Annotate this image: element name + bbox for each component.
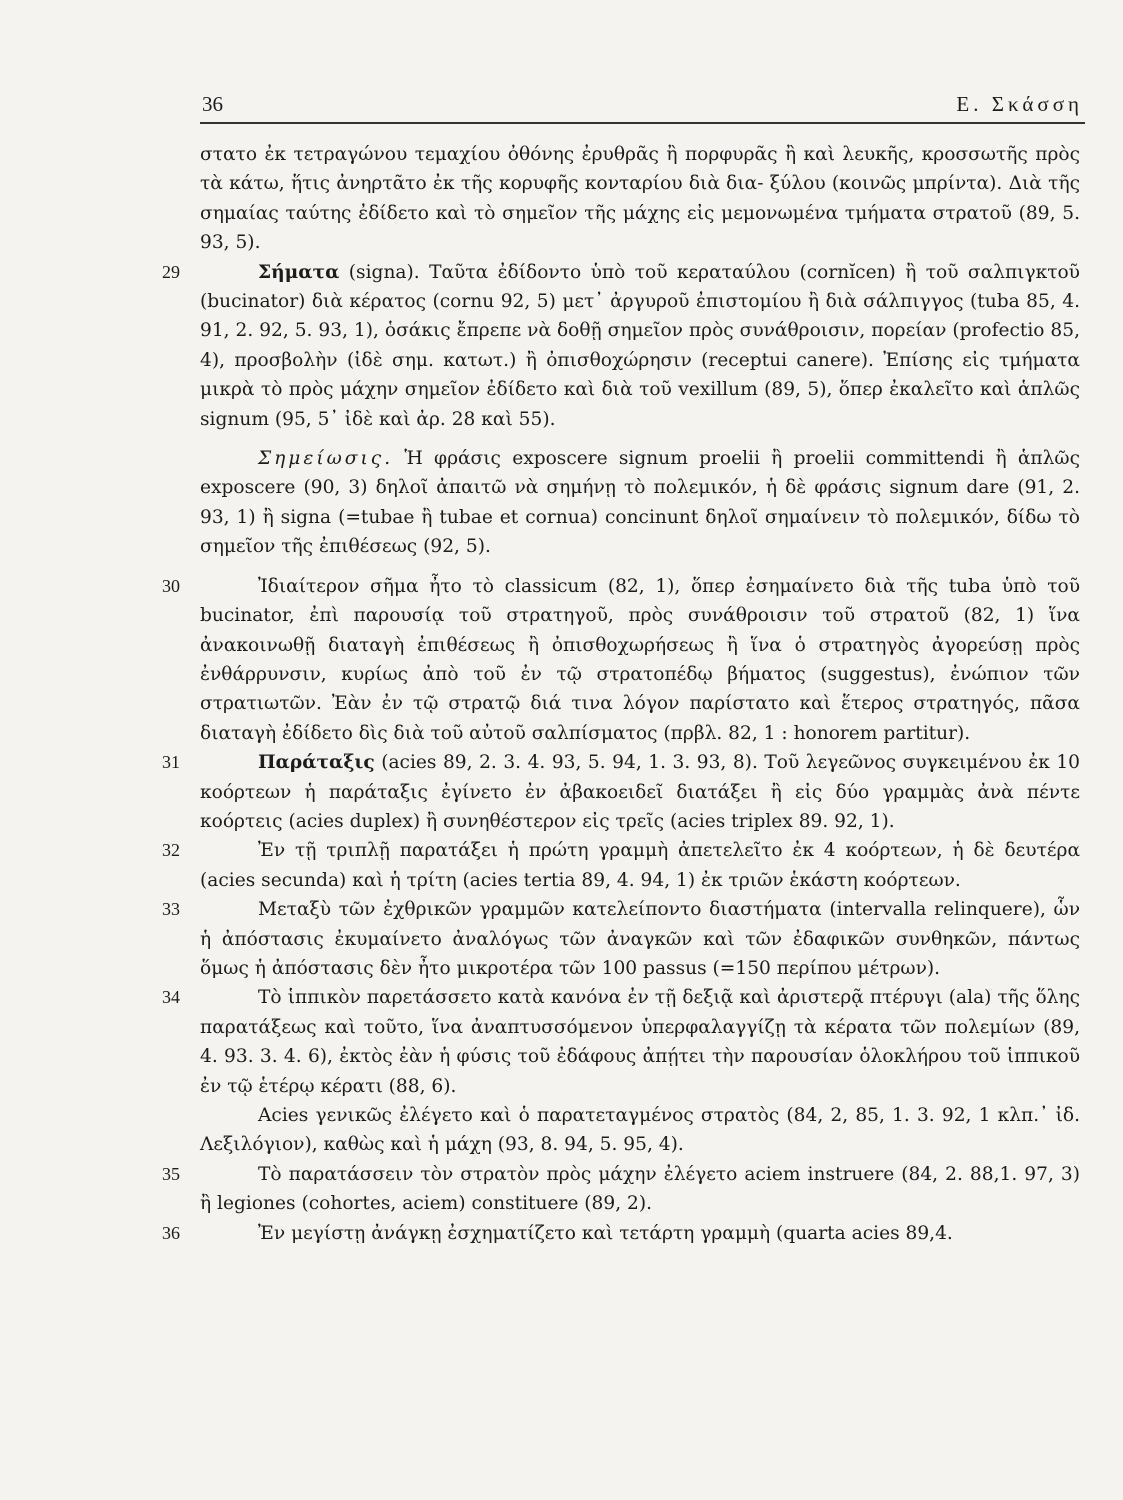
section-number: 32 <box>162 840 180 861</box>
paragraph <box>162 983 1080 1101</box>
section-heading: Παράταξις <box>258 752 375 774</box>
note-paragraph <box>200 444 1080 562</box>
paragraph-text: (signa). Ταῦτα ἐδίδοντο ὑπὸ τοῦ κεραταύλου (cornĭcen) ἢ τοῦ σαλπιγκτοῦ (bucinator) διὰ κέρατος (cornu 92, 5) μετ᾽ ἀργυροῦ ἐπιστομίου ἢ διὰ σάλπιγγος (tuba 85, 4. 91, 2. 92, 5. 93, 1), ὁσάκις ἔπρεπε νὰ δοθῇ σημεῖον πρὸς συνάθροισιν, πορείαν (profectio 85, 4), προσβολὴν (ἰδὲ σημ. κατωτ.) ἢ ὀπισθοχώρησιν (receptui canere). Ἐπίσης εἰς τμήματα μικρὰ τὸ πρὸς μάχην σημεῖον ἐδίδετο καὶ διὰ τοῦ vexillum (89, 5), ὅπερ ἐκαλεῖτο καὶ ἁπλῶς signum (95, 5᾽ ἰδὲ καὶ ἀρ. 28 καὶ 55). <box>200 261 1080 430</box>
page-header <box>200 92 1085 124</box>
section-number: 29 <box>162 261 180 282</box>
paragraph-text: Ἐν τῇ τριπλῇ παρατάξει ἡ πρώτη γραμμὴ ἀπετελεῖτο ἐκ 4 κοόρτεων, ἡ δὲ δευτέρα (acies secunda) καὶ ἡ τρίτη (acies tertia 89, 4. 94, 1) ἐκ τριῶν ἑκάστη κοόρτεων. <box>200 840 1080 891</box>
section-number: 34 <box>162 987 180 1008</box>
paragraph <box>162 836 1080 895</box>
note-label: Σημείωσις. <box>258 448 394 470</box>
paragraph <box>200 1101 1080 1160</box>
body-text <box>162 140 1080 1248</box>
running-head: Ε. Σκάσση <box>956 92 1083 116</box>
paragraph <box>162 895 1080 983</box>
paragraph <box>162 748 1080 836</box>
paragraph-text: (acies 89, 2. 3. 4. 93, 5. 94, 1. 3. 93, 8). Τοῦ λεγεῶνος συγκειμένου ἐκ 10 κοόρτεων ἡ παράταξις ἐγίνετο ἐν ἀβακοειδεῖ διατάξει ἢ εἰς δύο γραμμὰς ἀνὰ πέντε κοόρτεις (acies duplex) ἢ συνηθέστερον εἰς τρεῖς (acies triplex 89. 92, 1). <box>200 752 1080 832</box>
paragraph <box>162 1219 1080 1248</box>
paragraph-text: Acies γενικῶς ἐλέγετο καὶ ὁ παρατεταγμένος στρατὸς (84, 2, 85, 1. 3. 92, 1 κλπ.᾽ ἰδ. Λεξιλόγιον), καθὼς καὶ ἡ μάχη (93, 8. 94, 5. 95, 4). <box>200 1105 1080 1156</box>
section-number: 31 <box>162 752 180 773</box>
section-number: 36 <box>162 1222 180 1243</box>
paragraph-text: Τὸ ἱππικὸν παρετάσσετο κατὰ κανόνα ἐν τῇ δεξιᾷ καὶ ἀριστερᾷ πτέρυγι (ala) τῆς ὅλης παρατάξεως καὶ τοῦτο, ἵνα ἀναπτυσσόμενον ὑπερφαλαγγίζῃ τὰ κέρατα τῶν πολεμίων (89, 4. 93. 3. 4. 6), ἐκτὸς ἐὰν ἡ φύσις τοῦ ἐδάφους ἀπῄτει τὴν παρουσίαν ὁλοκλήρου τοῦ ἱππικοῦ ἐν τῷ ἑτέρῳ κέρατι (88, 6). <box>200 987 1080 1097</box>
paragraph-text: Μεταξὺ τῶν ἐχθρικῶν γραμμῶν κατελείποντο διαστήματα (intervalla relinquere), ὧν ἡ ἀπόστασις ἐκυμαίνετο ἀναλόγως τῶν ἀναγκῶν καὶ τῶν ἐδαφικῶν συνθηκῶν, πάντως ὅμως ἡ ἀπόστασις δὲν ἦτο μικροτέρα τῶν 100 passus (=150 περίπου μέτρων). <box>200 899 1080 979</box>
paragraph <box>200 140 1080 258</box>
section-heading: Σήματα <box>258 261 340 283</box>
paragraph-text: Ἡ φράσις exposcere signum proelii ἢ proelii committendi ἢ ἁπλῶς exposcere (90, 3) δηλοῖ ἀπαιτῶ νὰ σημήνῃ τὸ πολεμικόν, ἡ δὲ φράσις signum dare (91, 2. 93, 1) ἢ signa (=tubae ἢ tubae et cornua) concinunt δηλοῖ σημαίνειν τὸ πολεμικόν, δίδω τὸ σημεῖον τῆς ἐπιθέσεως (92, 5). <box>200 448 1080 558</box>
paragraph-text: στατο ἐκ τετραγώνου τεμαχίου ὀθόνης ἐρυθρᾶς ἢ πορφυρᾶς ἢ καὶ λευκῆς, κροσσωτῆς πρὸς τὰ κάτω, ἥτις ἀνηρτᾶτο ἐκ τῆς κορυφῆς κονταρίου διὰ δια- ξύλου (κοινῶς μπρίντα). Διὰ τῆς σημαίας ταύτης ἐδίδετο καὶ τὸ σημεῖον τῆς μάχης εἰς μεμονωμένα τμήματα στρατοῦ (89, 5. 93, 5). <box>200 144 1080 254</box>
section-number: 33 <box>162 899 180 920</box>
paragraph <box>162 572 1080 748</box>
paragraph-text: Τὸ παρατάσσειν τὸν στρατὸν πρὸς μάχην ἐλέγετο aciem instruere (84, 2. 88,1. 97, 3) ἢ legiones (cohortes, aciem) constituere (89, 2). <box>200 1163 1080 1215</box>
section-number: 30 <box>162 575 180 596</box>
paragraph <box>162 258 1080 434</box>
paragraph <box>162 1160 1080 1219</box>
paragraph-text: Ἐν μεγίστῃ ἀνάγκῃ ἐσχηματίζετο καὶ τετάρτη γραμμὴ (quarta acies 89,4. <box>258 1222 953 1244</box>
paragraph-text: Ἰδιαίτερον σῆμα ἦτο τὸ classicum (82, 1), ὅπερ ἐσημαίνετο διὰ τῆς tuba ὑπὸ τοῦ bucinator, ἐπὶ παρουσίᾳ τοῦ στρατηγοῦ, πρὸς συνάθροισιν τοῦ στρατοῦ (82, 1) ἵνα ἀνακοινωθῇ διαταγὴ ἐπιθέσεως ἢ ὀπισθοχωρήσεως ἢ ἵνα ὁ στρατηγὸς ἀγορεύσῃ πρὸς ἐνθάρρυνσιν, κυρίως ἀπὸ τοῦ ἐν τῷ στρατοπέδῳ βήματος (suggestus), ἐνώπιον τῶν στρατιωτῶν. Ἐὰν ἐν τῷ στρατῷ διά τινα λόγον παρίστατο καὶ ἕτερος στρατηγός, πᾶσα διαταγὴ ἐδίδετο δὶς διὰ τοῦ αὐτοῦ σαλπίσματος (πρβλ. 82, 1 : honorem partitur). <box>200 575 1080 744</box>
section-number: 35 <box>162 1163 180 1184</box>
page-number: 36 <box>202 92 223 116</box>
